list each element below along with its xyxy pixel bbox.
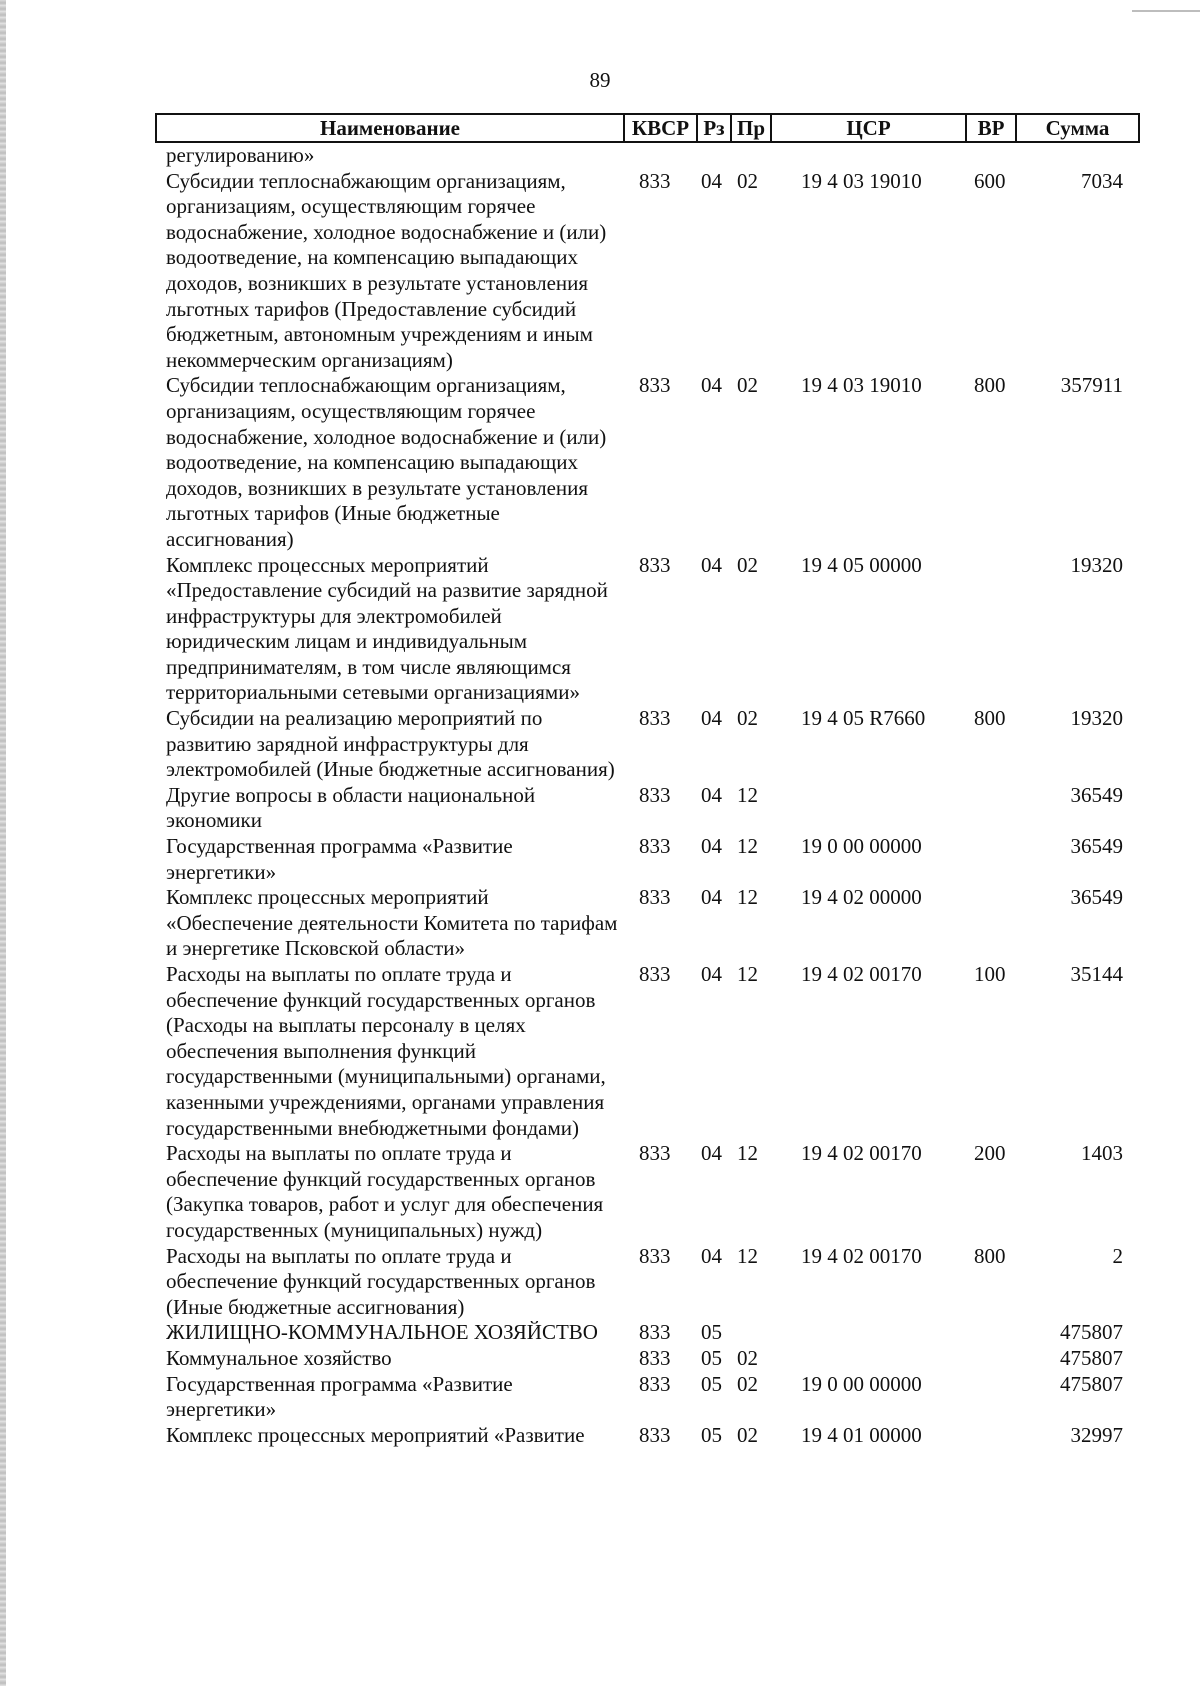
- cell-csr: 19 4 02 00000: [801, 885, 922, 910]
- table-row: [156, 1320, 1139, 1346]
- cell-csr: 19 4 01 00000: [801, 1422, 922, 1447]
- cell-rz: 04: [701, 834, 722, 859]
- cell-csr: 19 4 05 R7660: [801, 706, 926, 731]
- cell-vr: 800: [974, 373, 1006, 398]
- table-row: [156, 1372, 1139, 1423]
- cell-vr: [966, 553, 1016, 707]
- cell-name: ЖИЛИЩНО-КОММУНАЛЬНОЕ ХОЗЯЙСТВО: [166, 1320, 598, 1345]
- cell-pr: 02: [737, 552, 758, 577]
- table-row: [156, 1423, 1139, 1449]
- cell-name: Расходы на выплаты по оплате труда и обеспечение функций государственных органов (Иные бюджетные ассигнования): [166, 1243, 596, 1319]
- cell-kvsr: 833: [639, 782, 671, 807]
- cell-sum: 357911: [1060, 373, 1123, 398]
- cell-rz: 05: [701, 1422, 722, 1447]
- cell-pr: 02: [737, 1345, 758, 1370]
- cell-name: Субсидии теплоснабжающим организациям, организациям, осуществляющим горячее водоснабжение, холодное водоснабжение и (или) водоотведение, на компенсацию выпадающих доходов, возникших в результате установления льготных тарифов (Иные бюджетные ассигнования): [166, 373, 607, 551]
- cell-csr: 19 0 00 00000: [801, 1371, 922, 1396]
- cell-kvsr: 833: [639, 962, 671, 986]
- cell-sum: 36549: [1070, 782, 1123, 807]
- cell-pr: 12: [737, 1243, 758, 1268]
- page-number: 89: [589, 68, 611, 92]
- cell-kvsr: 833: [639, 1371, 671, 1396]
- header-kvsr: КВСР: [624, 114, 697, 142]
- cell-pr: 12: [737, 1141, 758, 1166]
- cell-name: Государственная программа «Развитие энергетики»: [166, 1371, 513, 1422]
- table-row: [156, 962, 1139, 1141]
- cell-csr: [771, 1346, 966, 1372]
- cell-name: регулированию»: [166, 143, 315, 167]
- cell-name: Коммунальное хозяйство: [166, 1345, 392, 1370]
- cell-vr: 200: [974, 1141, 1006, 1166]
- table-row: [156, 553, 1139, 707]
- table-row: [156, 783, 1139, 834]
- cell-vr: [966, 783, 1016, 834]
- cell-csr: 19 4 05 00000: [801, 552, 922, 577]
- cell-pr: 12: [737, 834, 758, 859]
- cell-sum: 36549: [1070, 885, 1123, 910]
- cell-csr: 19 0 00 00000: [801, 834, 922, 859]
- table-row: [156, 169, 1139, 374]
- cell-kvsr: 833: [639, 1345, 671, 1370]
- table-row: [156, 1244, 1139, 1321]
- cell-vr: [966, 834, 1016, 885]
- cell-kvsr: 833: [639, 1422, 671, 1447]
- cell-sum: [1016, 142, 1139, 169]
- cell-pr: 02: [737, 1371, 758, 1396]
- table-body: [156, 142, 1139, 1448]
- table-row: [156, 373, 1139, 552]
- cell-pr: [731, 1320, 771, 1346]
- header-rz: Рз: [697, 114, 731, 142]
- cell-name: Комплекс процессных мероприятий «Предоставление субсидий на развитие зарядной инфраструктуры для электромобилей юридическим лицам и индивидуальным предпринимателям, в том числе являющимся территориальными сетевыми организациями»: [166, 552, 608, 705]
- cell-sum: 1403: [1081, 1141, 1123, 1166]
- cell-csr: 19 4 02 00170: [801, 962, 922, 986]
- cell-vr: [966, 1372, 1016, 1423]
- cell-csr: 19 4 03 19010: [801, 373, 922, 398]
- cell-csr: [771, 142, 966, 169]
- cell-sum: 36549: [1070, 834, 1123, 859]
- cell-pr: 02: [737, 168, 758, 193]
- scan-edge-top: [1132, 10, 1200, 12]
- header-vr: ВР: [966, 114, 1016, 142]
- cell-name: Субсидии на реализацию мероприятий по развитию зарядной инфраструктуры для электромобилей (Иные бюджетные ассигнования): [166, 706, 615, 782]
- cell-kvsr: 833: [639, 1320, 671, 1345]
- cell-sum: 475807: [1060, 1320, 1123, 1345]
- cell-name: Расходы на выплаты по оплате труда и обеспечение функций государственных органов (Закупка товаров, работ и услуг для обеспечения государственных (муниципальных) нужд): [166, 1141, 604, 1242]
- table-row: [156, 1346, 1139, 1372]
- cell-vr: 100: [974, 962, 1006, 986]
- cell-rz: 04: [701, 782, 722, 807]
- cell-rz: [697, 142, 731, 169]
- cell-sum: 35144: [1070, 962, 1123, 986]
- scan-edge-left: [0, 0, 6, 1686]
- budget-table: [155, 113, 1140, 1448]
- cell-vr: [966, 885, 1016, 962]
- cell-sum: 2: [1112, 1243, 1123, 1268]
- cell-sum: 19320: [1070, 706, 1123, 731]
- cell-rz: 04: [701, 1243, 722, 1268]
- cell-vr: [966, 142, 1016, 169]
- cell-kvsr: 833: [639, 885, 671, 910]
- cell-sum: 7034: [1081, 168, 1123, 193]
- cell-sum: 475807: [1060, 1371, 1123, 1396]
- cell-name: Комплекс процессных мероприятий «Обеспечение деятельности Комитета по тарифам и энергетике Псковской области»: [166, 885, 618, 961]
- cell-rz: 05: [701, 1345, 722, 1370]
- header-csr: ЦСР: [771, 114, 966, 142]
- cell-name: Государственная программа «Развитие энергетики»: [166, 834, 513, 884]
- cell-kvsr: 833: [639, 1141, 671, 1166]
- cell-rz: 04: [701, 1141, 722, 1166]
- cell-pr: 02: [737, 373, 758, 398]
- cell-name: Субсидии теплоснабжающим организациям, организациям, осуществляющим горячее водоснабжение, холодное водоснабжение и (или) водоотведение, на компенсацию выпадающих доходов, возникших в результате установления льготных тарифов (Предоставление субсидий бюджетным, автономным учреждениям и иным некоммерческим организациям): [166, 168, 607, 372]
- cell-pr: 02: [737, 1422, 758, 1447]
- cell-rz: 04: [701, 885, 722, 910]
- cell-csr: 19 4 02 00170: [801, 1141, 922, 1166]
- header-pr: Пр: [731, 114, 771, 142]
- cell-name: Комплекс процессных мероприятий «Развитие: [166, 1422, 585, 1447]
- table-row: [156, 706, 1139, 783]
- cell-rz: 05: [701, 1371, 722, 1396]
- cell-csr: [771, 1320, 966, 1346]
- table-row: [156, 1141, 1139, 1243]
- cell-vr: 600: [974, 168, 1006, 193]
- cell-kvsr: 833: [639, 168, 671, 193]
- header-name: Наименование: [156, 114, 624, 142]
- cell-rz: 05: [701, 1320, 722, 1345]
- cell-kvsr: 833: [639, 706, 671, 731]
- table-header: [156, 114, 1139, 142]
- cell-pr: 12: [737, 885, 758, 910]
- cell-sum: 19320: [1070, 552, 1123, 577]
- cell-sum: 32997: [1070, 1422, 1123, 1447]
- cell-pr: 12: [737, 962, 758, 986]
- cell-csr: 19 4 02 00170: [801, 1243, 922, 1268]
- cell-rz: 04: [701, 552, 722, 577]
- cell-rz: 04: [701, 706, 722, 731]
- cell-rz: 04: [701, 373, 722, 398]
- cell-csr: 19 4 03 19010: [801, 168, 922, 193]
- cell-kvsr: 833: [639, 552, 671, 577]
- cell-kvsr: 833: [639, 373, 671, 398]
- cell-vr: [966, 1320, 1016, 1346]
- cell-sum: 475807: [1060, 1345, 1123, 1370]
- cell-name: Расходы на выплаты по оплате труда и обеспечение функций государственных органов (Расходы на выплаты персоналу в целях обеспечения выполнения функций государственными (муниципальными) органами, казенными учреждениями, органами управления государственными внебюджетными фондами): [166, 962, 606, 1140]
- cell-vr: [966, 1346, 1016, 1372]
- cell-kvsr: 833: [639, 1243, 671, 1268]
- cell-pr: 12: [737, 782, 758, 807]
- table-row: [156, 142, 1139, 169]
- cell-name: Другие вопросы в области национальной экономики: [166, 782, 536, 833]
- cell-pr: 02: [737, 706, 758, 731]
- cell-kvsr: 833: [639, 834, 671, 859]
- table-row: [156, 885, 1139, 962]
- header-sum: Сумма: [1016, 114, 1139, 142]
- cell-csr: [771, 783, 966, 834]
- cell-vr: 800: [974, 706, 1006, 731]
- cell-rz: 04: [701, 168, 722, 193]
- cell-pr: [731, 142, 771, 169]
- cell-vr: [966, 1423, 1016, 1449]
- cell-rz: 04: [701, 962, 722, 986]
- cell-kvsr: [624, 142, 697, 169]
- table-row: [156, 834, 1139, 885]
- cell-vr: 800: [974, 1243, 1006, 1268]
